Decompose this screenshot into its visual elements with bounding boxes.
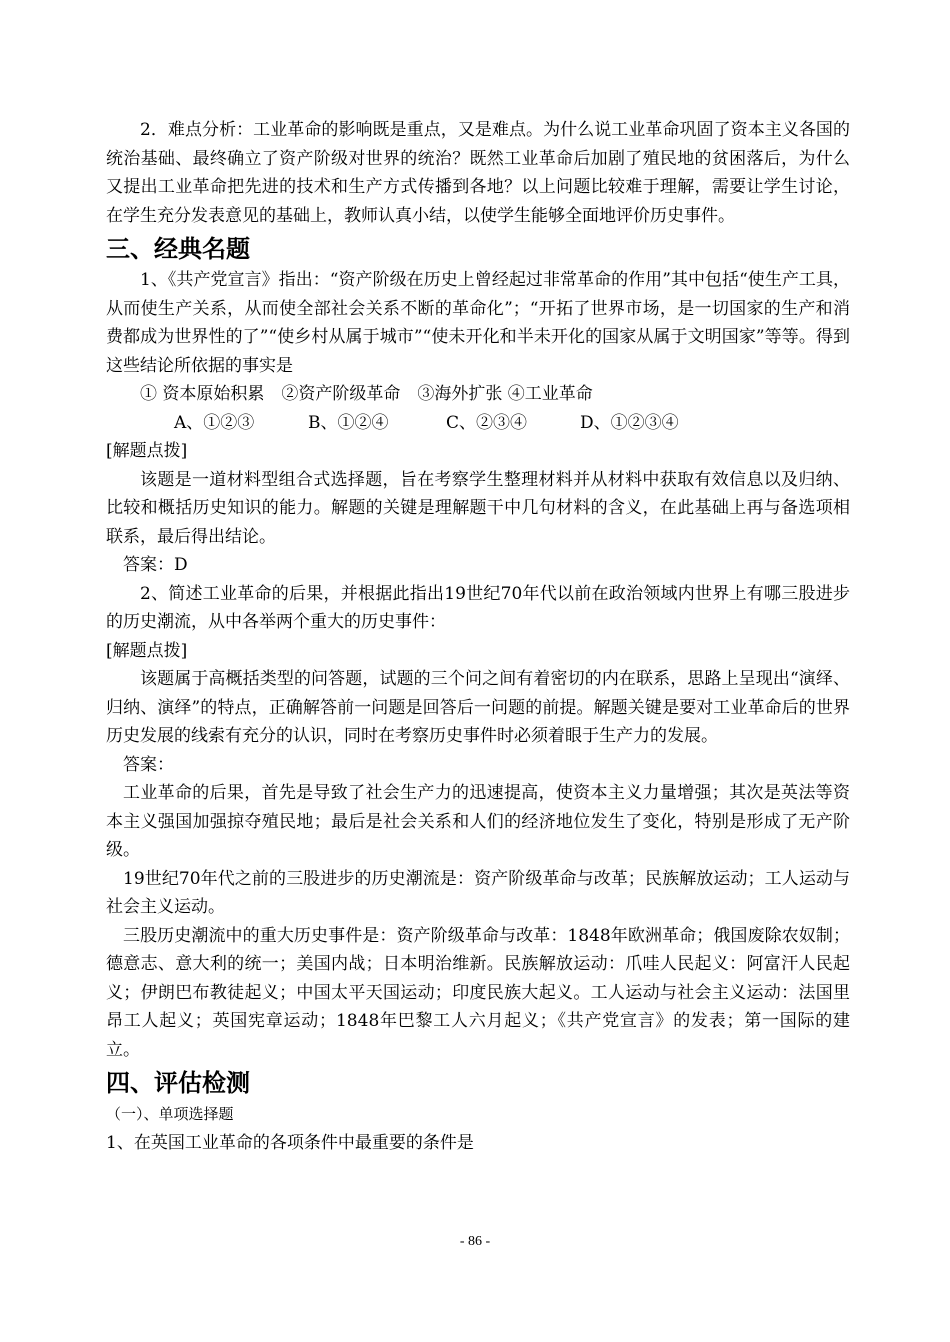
question-2-answer-paragraph-2: 19世纪70年代之前的三股进步的历史潮流是：资产阶级革命与改革；民族解放运动；工人运动与社会主义运动。 [106,868,850,917]
option-c: C、②③④ [446,412,528,433]
page-number: - 86 - [459,1234,491,1249]
hint-label-2: [解题点拨] [106,640,188,661]
question-1-hint: 该题是一道材料型组合式选择题，旨在考察学生整理材料并从材料中获取有效信息以及归纳、比较和概括历史知识的能力。解题的关键是理解题干中几句材料的含义，在此基础上再与备选项相联系，最后得出结论。 [106,469,850,547]
question-1-text: 1、《共产党宣言》指出：“资产阶级在历史上曾经起过非常革命的作用”其中包括“使生产工具，从而使生产关系，从而使全部社会关系不断的革命化”；“开拓了世界市场，是一切国家的生产和消费都成为世界性的了”“使乡村从属于城市”“使未开化和半未开化的国家从属于文明国家”等等。得到这些结论所依据的事实是 [106,270,850,376]
document-page [106,116,850,1157]
question-2-text: 2、简述工业革命的后果，并根据此指出19世纪70年代以前在政治领域内世界上有哪三股进步的历史潮流，从中各举两个重大的历史事件： [106,583,850,632]
option-b: B、①②④ [308,412,389,433]
question-2-answer-paragraph-3: 三股历史潮流中的重大历史事件是：资产阶级革命与改革：1848年欧洲革命；俄国废除农奴制；德意志、意大利的统一；美国内战；日本明治维新。民族解放运动：爪哇人民起义：阿富汗人民起义；伊朗巴布教徒起义；中国太平天国运动；印度民族大起义。工人运动与社会主义运动：法国里昂工人起义；英国宪章运动；1848年巴黎工人六月起义；《共产党宣言》的发表；第一国际的建立。 [106,925,850,1060]
section-3-heading: 三、经典名题 [106,235,250,263]
section-4-heading: 四、评估检测 [106,1069,250,1097]
hint-label-1: [解题点拨] [106,441,188,461]
question-1-items: ① 资本原始积累 ②资产阶级革命 ③海外扩张 ④工业革命 [140,384,593,404]
question-2-answer-label: 答案： [123,754,174,775]
difficulty-analysis-paragraph: 2．难点分析：工业革命的影响既是重点，又是难点。为什么说工业革命巩固了资本主义各国的统治基础、最终确立了资产阶级对世界的统治？既然工业革命后加剧了殖民地的贫困落后，为什么又提出工业革命把先进的技术和生产方式传播到各地？以上问题比较难于理解，需要让学生讨论，在学生充分发表意见的基础上，教师认真小结，以使学生能够全面地评价历史事件。 [106,120,850,226]
question-2-hint: 该题属于高概括类型的问答题，试题的三个问之间有着密切的内在联系，思路上呈现出“演绎、归纳、演绎”的特点，正确解答前一问题是回答后一问题的前提。解题关键是要对工业革命后的世界历史发展的线索有充分的认识，同时在考察历史事件时必须着眼于生产力的发展。 [106,669,850,746]
question-1-options [106,409,850,438]
question-2-answer-paragraph-1: 工业革命的后果，首先是导致了社会生产力的迅速提高，使资本主义力量增强；其次是英法等资本主义强国加强掠夺殖民地；最后是社会关系和人们的经济地位发生了变化，特别是形成了无产阶级。 [106,783,850,860]
evaluation-question-1: 1、在英国工业革命的各项条件中最重要的条件是 [106,1132,474,1153]
option-d: D、①②③④ [580,412,679,433]
subsection-1-heading: （一）、单项选择题 [106,1105,234,1123]
question-1-answer: 答案：D [123,555,188,575]
option-a: A、①②③ [174,412,255,433]
